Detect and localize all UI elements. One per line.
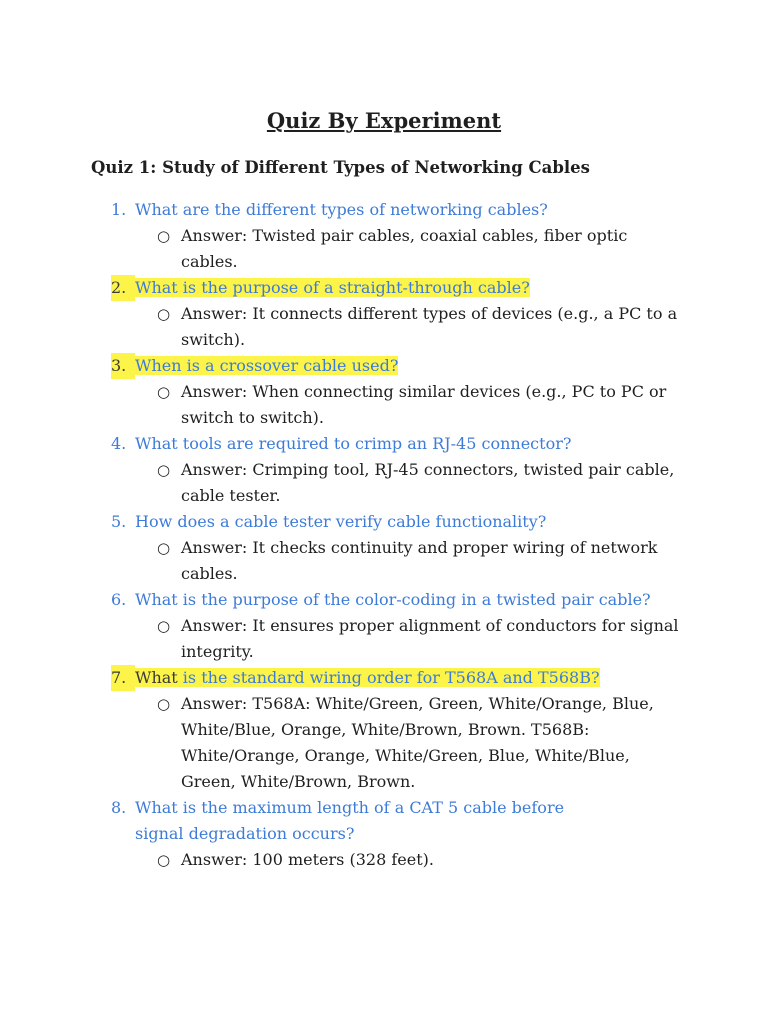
bullet-icon: ○ bbox=[157, 695, 171, 713]
question-text bbox=[135, 665, 675, 691]
question-text: What tools are required to crimp an RJ-45 connector? bbox=[135, 434, 572, 453]
answer-text: Answer: It checks continuity and proper wiring of network cables. bbox=[181, 538, 658, 583]
bullet-icon: ○ bbox=[157, 305, 171, 323]
answer-item bbox=[0, 223, 768, 275]
answer-text: Answer: Twisted pair cables, coaxial cables, fiber optic cables. bbox=[181, 226, 628, 271]
question-text bbox=[135, 275, 675, 301]
quiz-subtitle: Quiz 1: Study of Different Types of Networking Cables bbox=[91, 158, 590, 177]
question-text: What are the different types of networking cables? bbox=[135, 200, 548, 219]
answer-item bbox=[0, 691, 768, 795]
answer-item bbox=[0, 535, 768, 587]
question-item bbox=[0, 665, 768, 691]
bullet-icon: ○ bbox=[157, 383, 171, 401]
highlighted-question-rest: is the standard wiring order for T568A and T568B? bbox=[177, 668, 600, 687]
question-number: 2. bbox=[111, 275, 135, 301]
question-number: 6. bbox=[111, 590, 127, 609]
question-text: How does a cable tester verify cable functionality? bbox=[135, 512, 547, 531]
bullet-icon: ○ bbox=[157, 539, 171, 557]
bullet-icon: ○ bbox=[157, 617, 171, 635]
bullet-icon: ○ bbox=[157, 227, 171, 245]
answer-text: Answer: 100 meters (328 feet). bbox=[181, 850, 434, 869]
question-item bbox=[0, 509, 768, 535]
question-text: What is the purpose of the color-coding in a twisted pair cable? bbox=[135, 590, 651, 609]
highlighted-question: What is the purpose of a straight-through cable? bbox=[135, 278, 530, 297]
question-number: 7. bbox=[111, 665, 135, 691]
question-item bbox=[0, 587, 768, 613]
answer-text: Answer: When connecting similar devices (e.g., PC to PC or switch to switch). bbox=[181, 382, 667, 427]
answer-item bbox=[0, 379, 768, 431]
question-text bbox=[135, 353, 675, 379]
page-title: Quiz By Experiment bbox=[266, 108, 502, 133]
bullet-icon: ○ bbox=[157, 461, 171, 479]
answer-text: Answer: Crimping tool, RJ-45 connectors, twisted pair cable, cable tester. bbox=[181, 460, 675, 505]
question-number: 4. bbox=[111, 434, 127, 453]
question-number: 8. bbox=[111, 798, 127, 817]
answer-text: Answer: T568A: White/Green, Green, White/Orange, Blue, White/Blue, Orange, White/Brown, Brown. T568B: White/Orange, Orange, White/Green, Blue, White/Blue, Green, White/Brown, Brown. bbox=[181, 694, 654, 791]
answer-item bbox=[0, 301, 768, 353]
highlighted-question: When is a crossover cable used? bbox=[135, 356, 399, 375]
question-number: 5. bbox=[111, 512, 127, 531]
question-item bbox=[0, 431, 768, 457]
question-item bbox=[0, 275, 768, 301]
question-item bbox=[0, 353, 768, 379]
bullet-icon: ○ bbox=[157, 851, 171, 869]
question-number: 1. bbox=[111, 200, 127, 219]
highlighted-question: What bbox=[135, 668, 178, 687]
question-text: What is the maximum length of a CAT 5 cable before signal degradation occurs? bbox=[135, 798, 565, 843]
question-list bbox=[0, 197, 768, 873]
question-item bbox=[0, 197, 768, 223]
answer-text: Answer: It connects different types of devices (e.g., a PC to a switch). bbox=[181, 304, 678, 349]
answer-text: Answer: It ensures proper alignment of conductors for signal integrity. bbox=[181, 616, 679, 661]
answer-item bbox=[0, 847, 768, 873]
question-item bbox=[0, 795, 768, 847]
question-number: 3. bbox=[111, 353, 135, 379]
answer-item bbox=[0, 613, 768, 665]
answer-item bbox=[0, 457, 768, 509]
